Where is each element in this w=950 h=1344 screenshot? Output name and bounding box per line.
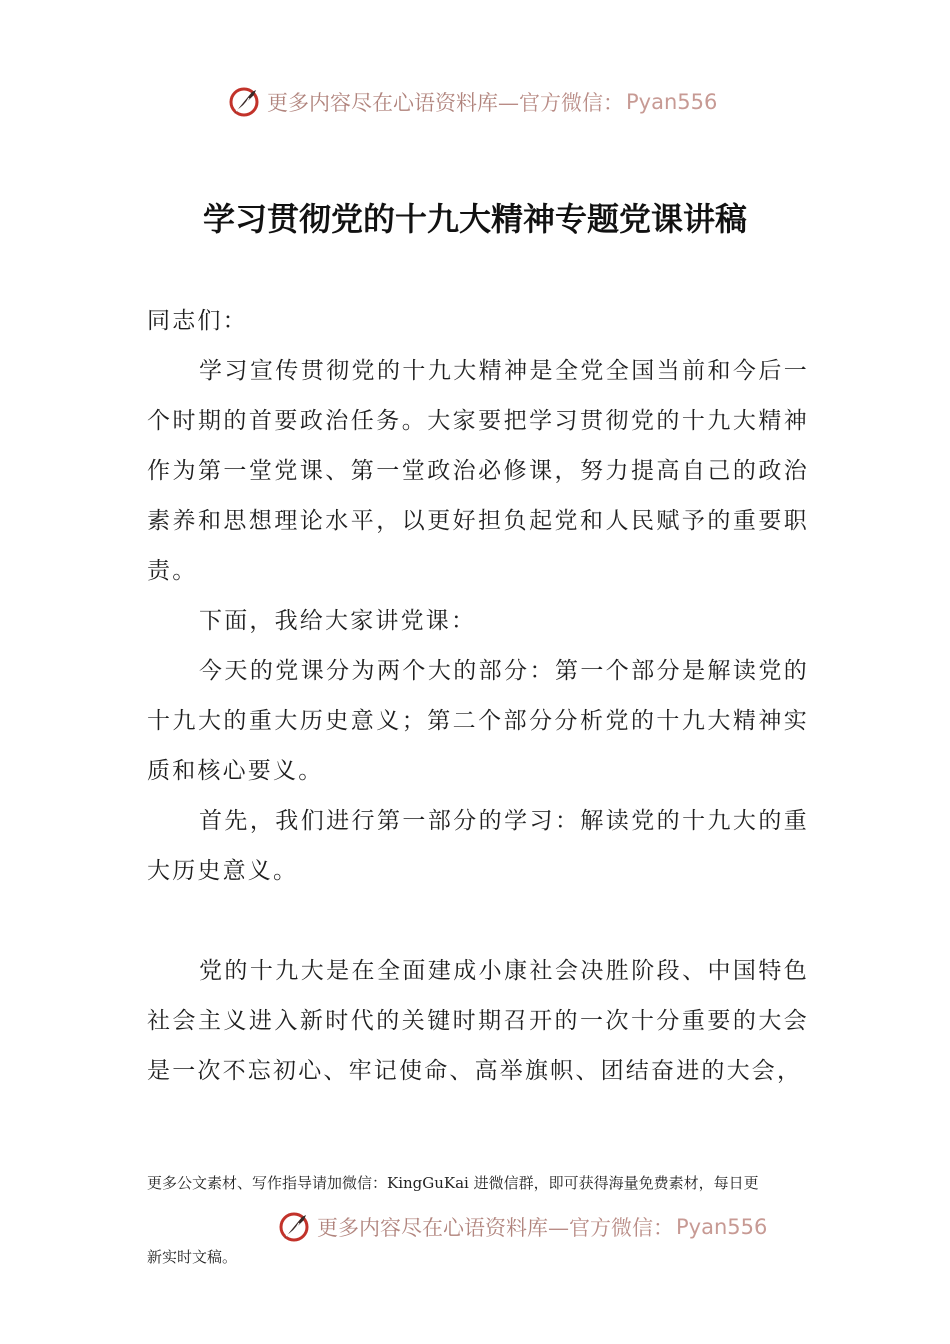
quill-logo-icon bbox=[277, 1209, 313, 1245]
quill-logo-icon bbox=[227, 84, 263, 120]
watermark-id: Pyan556 bbox=[676, 1215, 768, 1239]
paragraph-2: 下面，我给大家讲党课： bbox=[199, 608, 477, 634]
watermark-site: 更多内容尽在心语资料库 bbox=[267, 91, 498, 115]
watermark-site: 更多内容尽在心语资料库 bbox=[317, 1216, 548, 1240]
watermark-id: Pyan556 bbox=[626, 90, 718, 114]
salutation: 同志们： bbox=[147, 308, 248, 334]
watermark-sep: —官方微信： bbox=[498, 91, 624, 115]
watermark-top bbox=[227, 84, 717, 120]
paragraph-5: 党的十九大是在全面建成小康社会决胜阶段、中国特色社会主义进入新时代的关键时期召开的一次十分重要的大会是一次不忘初心、牢记使命、高举旗帜、团结奋进的大会， bbox=[147, 958, 809, 1084]
paragraph-1: 学习宣传贯彻党的十九大精神是全党全国当前和今后一个时期的首要政治任务。大家要把学习贯彻党的十九大精神作为第一堂党课、第一堂政治必修课，努力提高自己的政治素养和思想理论水平，以更好担负起党和人民赋予的重要职责。 bbox=[147, 358, 809, 584]
paragraph-4: 首先，我们进行第一部分的学习：解读党的十九大的重大历史意义。 bbox=[147, 808, 809, 884]
paragraph-3: 今天的党课分为两个大的部分：第一个部分是解读党的十九大的重大历史意义；第二个部分分析党的十九大精神实质和核心要义。 bbox=[147, 658, 809, 784]
footer-note-line1: 更多公文素材、写作指导请加微信：KingGuKai 进微信群，即可获得海量免费素材，每日更 bbox=[147, 1174, 759, 1192]
watermark-bottom bbox=[277, 1209, 767, 1245]
footer-note-line2: 新实时文稿。 bbox=[147, 1248, 238, 1266]
document-body bbox=[147, 296, 809, 1096]
document-title: 学习贯彻党的十九大精神专题党课讲稿 bbox=[202, 200, 747, 238]
watermark-sep: —官方微信： bbox=[548, 1216, 674, 1240]
